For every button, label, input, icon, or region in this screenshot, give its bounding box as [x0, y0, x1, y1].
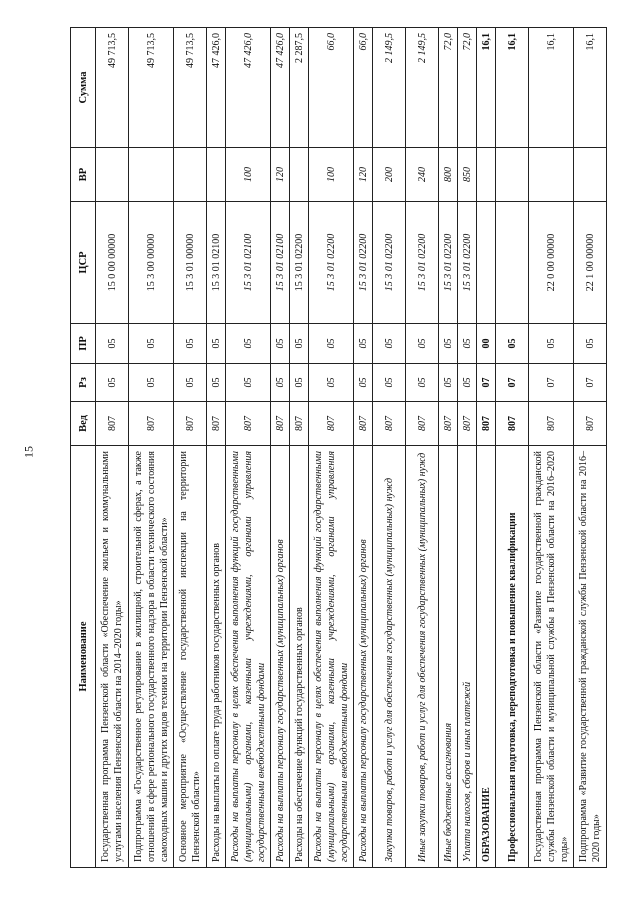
cell-name: Подпрограмма «Развитие государственной гражданской службы Пензенской области на 2016–2020 годы»: [574, 446, 607, 868]
cell-ved: 807: [129, 402, 174, 446]
cell-csr: 15 0 00 00000: [96, 202, 129, 324]
cell-name: Иные бюджетные ассигнования: [439, 446, 458, 868]
cell-sum: 47 426,0: [226, 28, 271, 148]
table-row: [290, 28, 309, 868]
cell-name: Профессиональная подготовка, переподготовка и повышение квалификации: [496, 446, 529, 868]
cell-rz: 05: [309, 364, 354, 402]
table-row: [529, 28, 574, 868]
table-row: [458, 28, 477, 868]
cell-rz: 05: [406, 364, 439, 402]
cell-ved: 807: [496, 402, 529, 446]
cell-csr: 15 3 01 02100: [271, 202, 290, 324]
cell-pr: 05: [529, 324, 574, 364]
cell-sum: 16,1: [529, 28, 574, 148]
cell-rz: 07: [574, 364, 607, 402]
cell-vr: [290, 148, 309, 202]
cell-ved: 807: [574, 402, 607, 446]
cell-rz: 05: [96, 364, 129, 402]
cell-vr: 100: [309, 148, 354, 202]
header-sum: Сумма: [71, 28, 96, 148]
cell-pr: 05: [354, 324, 373, 364]
cell-pr: 05: [373, 324, 406, 364]
header-vr: ВР: [71, 148, 96, 202]
cell-sum: 49 713,5: [129, 28, 174, 148]
cell-name: Основное мероприятие «Осуществление государственной инспекции на территории Пензенской области»: [174, 446, 207, 868]
cell-vr: 240: [406, 148, 439, 202]
cell-csr: 15 3 01 02200: [309, 202, 354, 324]
cell-ved: 807: [309, 402, 354, 446]
table-row: [354, 28, 373, 868]
cell-csr: 15 3 01 02100: [207, 202, 226, 324]
cell-vr: [174, 148, 207, 202]
cell-ved: 807: [174, 402, 207, 446]
cell-sum: 47 426,0: [207, 28, 226, 148]
cell-vr: 120: [354, 148, 373, 202]
cell-sum: 66,0: [354, 28, 373, 148]
cell-name: Расходы на выплаты персоналу в целях обеспечения выполнения функций государственными (муниципальными) органами, казенными учреждениями, органами управления государственными внебюджетными фондами: [309, 446, 354, 868]
cell-sum: 72,0: [458, 28, 477, 148]
cell-csr: 15 3 01 00000: [174, 202, 207, 324]
cell-ved: 807: [477, 402, 496, 446]
cell-pr: 05: [406, 324, 439, 364]
cell-name: Закупка товаров, работ и услуг для обеспечения государственных (муниципальных) нужд: [373, 446, 406, 868]
cell-name: Расходы на обеспечение функций государственных органов: [290, 446, 309, 868]
cell-csr: [477, 202, 496, 324]
cell-rz: 05: [373, 364, 406, 402]
cell-vr: 120: [271, 148, 290, 202]
cell-name: Подпрограмма «Государственное регулирование в жилищной, строительной сферах, а также отношений в сфере регионального государственного надзора в области технического состояния самоходных машин и других видов техники на территории Пензенской области»: [129, 446, 174, 868]
table-row: [96, 28, 129, 868]
table-row: [439, 28, 458, 868]
table-row: [574, 28, 607, 868]
cell-sum: 66,0: [309, 28, 354, 148]
table-row: [496, 28, 529, 868]
cell-rz: 05: [439, 364, 458, 402]
cell-name: Государственная программа Пензенской области «Развитие государственной гражданской службы Пензенской области и муниципальной службы в Пензенской области на 2016–2020 годы»: [529, 446, 574, 868]
cell-rz: 05: [174, 364, 207, 402]
cell-sum: 16,1: [574, 28, 607, 148]
table-body: [96, 28, 607, 868]
cell-pr: 05: [96, 324, 129, 364]
cell-name: Расходы на выплаты персоналу государственных (муниципальных) органов: [271, 446, 290, 868]
cell-rz: 07: [477, 364, 496, 402]
header-ved: Вед: [71, 402, 96, 446]
cell-ved: 807: [439, 402, 458, 446]
cell-name: ОБРАЗОВАНИЕ: [477, 446, 496, 868]
cell-vr: 850: [458, 148, 477, 202]
cell-pr: 05: [226, 324, 271, 364]
cell-ved: 807: [226, 402, 271, 446]
cell-pr: 05: [309, 324, 354, 364]
cell-rz: 05: [207, 364, 226, 402]
rotated-table-wrapper: [70, 28, 602, 868]
cell-rz: 05: [129, 364, 174, 402]
cell-vr: [129, 148, 174, 202]
cell-sum: 16,1: [477, 28, 496, 148]
page-number: 15: [21, 446, 36, 458]
cell-vr: [496, 148, 529, 202]
cell-csr: 22 1 00 00000: [574, 202, 607, 324]
cell-name: Государственная программа Пензенской области «Обеспечение жильем и коммунальными услугами населения Пензенской области на 2014–2020 годы»: [96, 446, 129, 868]
cell-ved: 807: [458, 402, 477, 446]
cell-pr: 05: [290, 324, 309, 364]
cell-rz: 07: [496, 364, 529, 402]
cell-csr: 15 3 00 00000: [129, 202, 174, 324]
cell-ved: 807: [406, 402, 439, 446]
cell-vr: [574, 148, 607, 202]
cell-vr: 200: [373, 148, 406, 202]
cell-pr: 05: [496, 324, 529, 364]
table-row: [309, 28, 354, 868]
table-row: [226, 28, 271, 868]
cell-name: Расходы на выплаты персоналу государственных (муниципальных) органов: [354, 446, 373, 868]
cell-csr: 15 3 01 02200: [373, 202, 406, 324]
cell-pr: 05: [574, 324, 607, 364]
table-row: [129, 28, 174, 868]
cell-ved: 807: [354, 402, 373, 446]
cell-csr: 15 3 01 02200: [354, 202, 373, 324]
cell-rz: 07: [529, 364, 574, 402]
cell-rz: 05: [290, 364, 309, 402]
cell-ved: 807: [271, 402, 290, 446]
cell-rz: 05: [226, 364, 271, 402]
cell-sum: 47 426,0: [271, 28, 290, 148]
cell-vr: [96, 148, 129, 202]
cell-ved: 807: [529, 402, 574, 446]
cell-name: Расходы на выплаты персоналу в целях обеспечения выполнения функций государственными (муниципальными) органами, казенными учреждениями, органами управления государственными внебюджетными фондами: [226, 446, 271, 868]
cell-ved: 807: [207, 402, 226, 446]
cell-pr: 05: [174, 324, 207, 364]
cell-sum: 49 713,5: [174, 28, 207, 148]
cell-csr: 22 0 00 00000: [529, 202, 574, 324]
header-pr: ПР: [71, 324, 96, 364]
cell-csr: 15 3 01 02200: [290, 202, 309, 324]
cell-csr: 15 3 01 02100: [226, 202, 271, 324]
cell-sum: 2 149,5: [373, 28, 406, 148]
cell-sum: 2 149,5: [406, 28, 439, 148]
cell-csr: 15 3 01 02200: [458, 202, 477, 324]
cell-vr: 100: [226, 148, 271, 202]
table-row: [271, 28, 290, 868]
cell-name: Уплата налогов, сборов и иных платежей: [458, 446, 477, 868]
table-row: [477, 28, 496, 868]
header-name: Наименование: [71, 446, 96, 868]
cell-pr: 05: [439, 324, 458, 364]
cell-sum: 2 287,5: [290, 28, 309, 148]
cell-rz: 05: [271, 364, 290, 402]
cell-vr: [207, 148, 226, 202]
cell-vr: [529, 148, 574, 202]
cell-vr: 800: [439, 148, 458, 202]
cell-csr: 15 3 01 02200: [439, 202, 458, 324]
cell-name: Иные закупки товаров, работ и услуг для обеспечения государственных (муниципальных) нужд: [406, 446, 439, 868]
cell-pr: 05: [207, 324, 226, 364]
header-csr: ЦСР: [71, 202, 96, 324]
table-row: [406, 28, 439, 868]
table-header-row: [71, 28, 96, 868]
header-rz: Рз: [71, 364, 96, 402]
cell-sum: 16,1: [496, 28, 529, 148]
cell-rz: 05: [458, 364, 477, 402]
cell-ved: 807: [373, 402, 406, 446]
cell-sum: 72,0: [439, 28, 458, 148]
cell-csr: [496, 202, 529, 324]
cell-pr: 00: [477, 324, 496, 364]
table-row: [373, 28, 406, 868]
cell-ved: 807: [96, 402, 129, 446]
cell-csr: 15 3 01 02200: [406, 202, 439, 324]
cell-ved: 807: [290, 402, 309, 446]
cell-name: Расходы на выплаты по оплате труда работников государственных органов: [207, 446, 226, 868]
cell-pr: 05: [129, 324, 174, 364]
budget-table: [70, 27, 607, 868]
table-row: [174, 28, 207, 868]
cell-pr: 05: [458, 324, 477, 364]
cell-vr: [477, 148, 496, 202]
cell-sum: 49 713,5: [96, 28, 129, 148]
cell-rz: 05: [354, 364, 373, 402]
table-row: [207, 28, 226, 868]
cell-pr: 05: [271, 324, 290, 364]
